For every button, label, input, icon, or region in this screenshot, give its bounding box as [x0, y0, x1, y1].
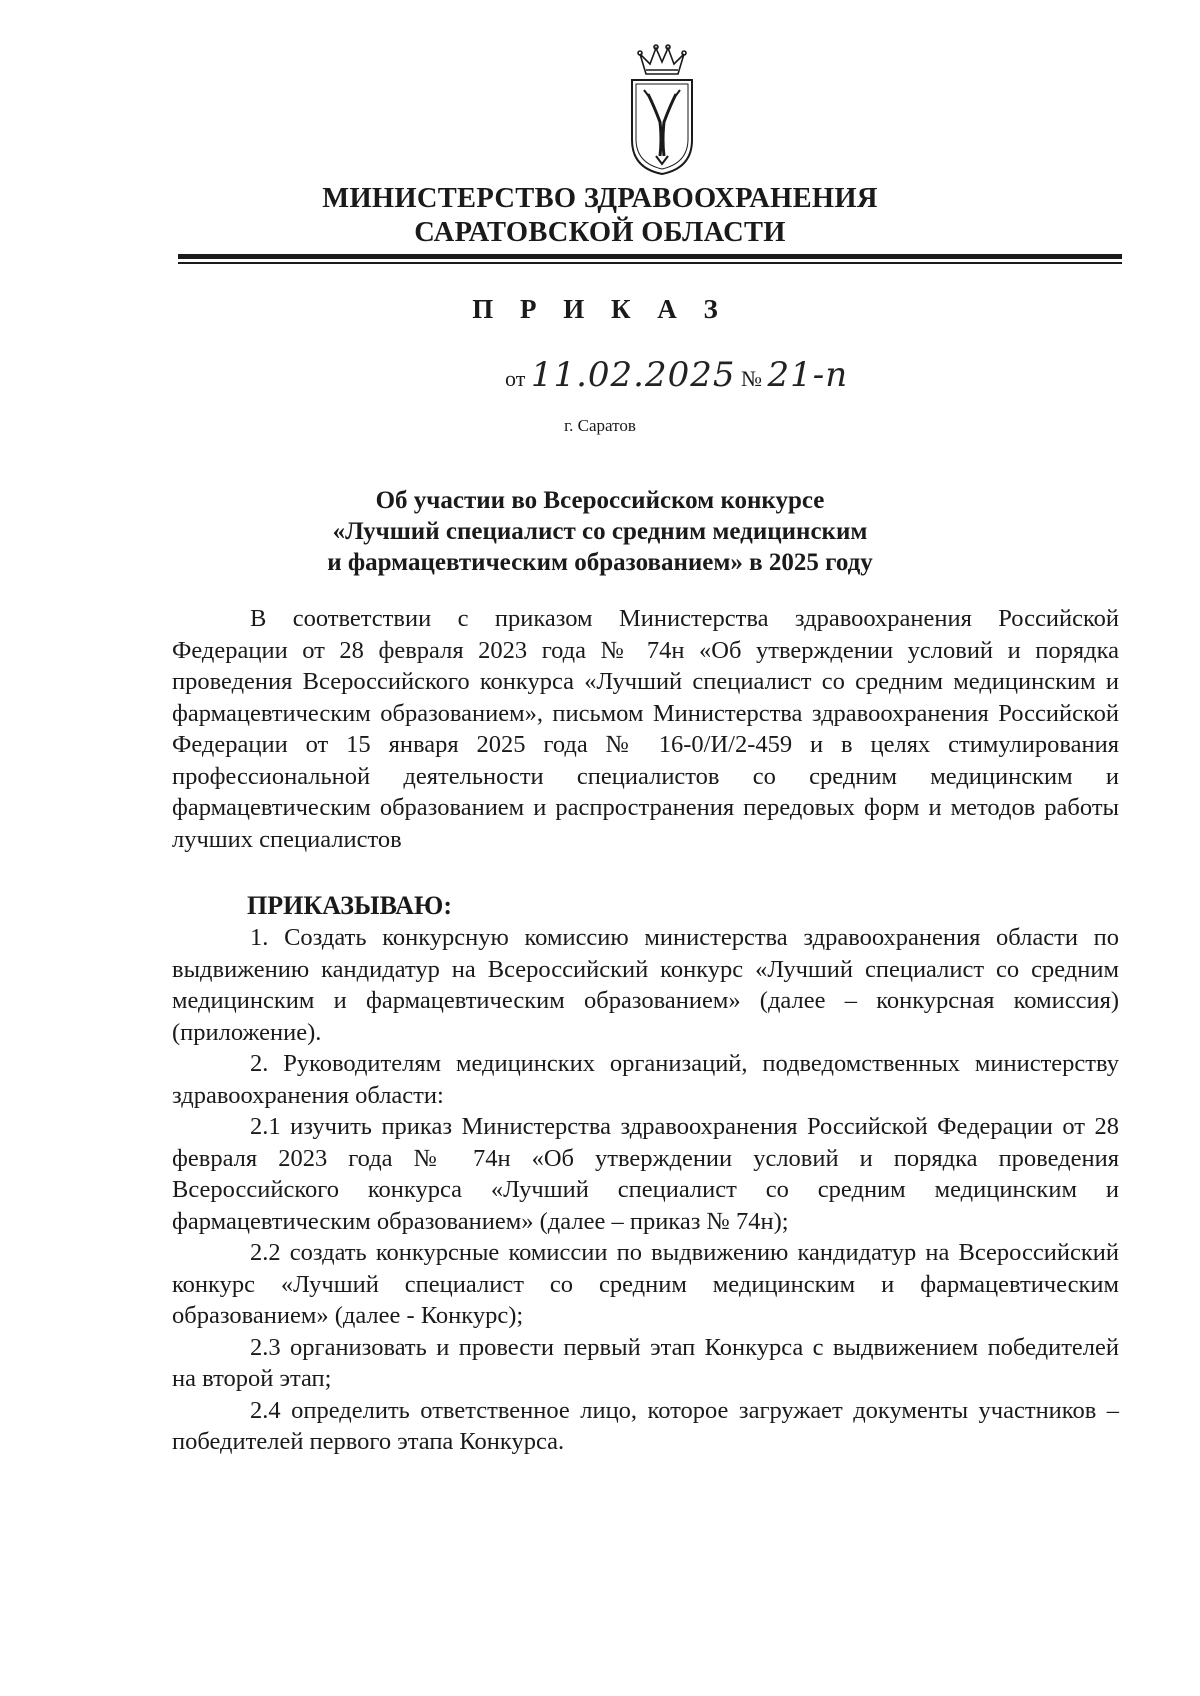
order-date-number	[505, 355, 848, 395]
preamble-text: В соответствии с приказом Министерства здравоохранения Российской Федерации от 28 февраля 2023 года № 74н «Об утверждении условий и порядка проведения Всероссийского конкурса «Лучший специалист со средним медицинским и фармацевтическим образованием», письмом Министерства здравоохранения Российской Федерации от 15 января 2025 года № 16-0/И/2-459 и в целях стимулирования профессиональной деятельности специалистов со средним медицинским и фармацевтическим образованием и распространения передовых форм и методов работы лучших специалистов	[172, 605, 1119, 853]
document-title	[0, 485, 1200, 578]
coat-of-arms-icon	[626, 44, 698, 176]
order-item-2-4: 2.4 определить ответственное лицо, которое загружает документы участников – победителей первого этапа Конкурса.	[172, 1396, 1119, 1455]
header-rule-thin	[178, 262, 1122, 264]
order-item-2-3: 2.3 организовать и провести первый этап Конкурса с выдвижением победителей на второй этап;	[172, 1333, 1119, 1392]
order-from-label: от	[505, 366, 526, 391]
order-number-label: №	[741, 366, 762, 391]
header-rule-thick	[178, 254, 1122, 259]
order-item-2-1: 2.1 изучить приказ Министерства здравоохранения Российской Федерации от 28 февраля 2023 года № 74н «Об утверждении условий и порядка проведения Всероссийского конкурса «Лучший специалист со средним медицинским и фармацевтическим образованием» (далее – приказ № 74н);	[172, 1113, 1119, 1235]
order-item-2-2: 2.2 создать конкурсные комиссии по выдвижению кандидатур на Всероссийский конкурс «Лучший специалист со средним медицинским и фармацевтическим образованием» (далее - Конкурс);	[172, 1239, 1119, 1329]
order-item-2: 2. Руководителям медицинских организаций, подведомственных министерству здравоохранения области:	[172, 1050, 1119, 1109]
order-number-handwritten: 21-п	[767, 355, 849, 395]
order-item-1: 1. Создать конкурсную комиссию министерства здравоохранения области по выдвижению кандидатур на Всероссийский конкурс «Лучший специалист со средним медицинским и фармацевтическим образованием» (далее – конкурсная комиссия) (приложение).	[172, 924, 1119, 1046]
ministry-name-line2: САРАТОВСКОЙ ОБЛАСТИ	[414, 217, 786, 248]
preamble	[172, 603, 1119, 855]
order-date-handwritten: 11.02.2025	[530, 355, 736, 395]
title-line2: «Лучший специалист со средним медицинским	[332, 518, 868, 545]
ministry-name-line1: МИНИСТЕРСТВО ЗДРАВООХРАНЕНИЯ	[322, 183, 878, 214]
title-line3: и фармацевтическим образованием» в 2025 году	[327, 549, 873, 576]
orders-heading: ПРИКАЗЫВАЮ:	[247, 891, 452, 920]
order-items	[172, 922, 1119, 1458]
city: г. Саратов	[564, 416, 636, 435]
document-type: П Р И К А З	[472, 294, 728, 324]
title-line1: Об участии во Всероссийском конкурсе	[375, 487, 825, 514]
